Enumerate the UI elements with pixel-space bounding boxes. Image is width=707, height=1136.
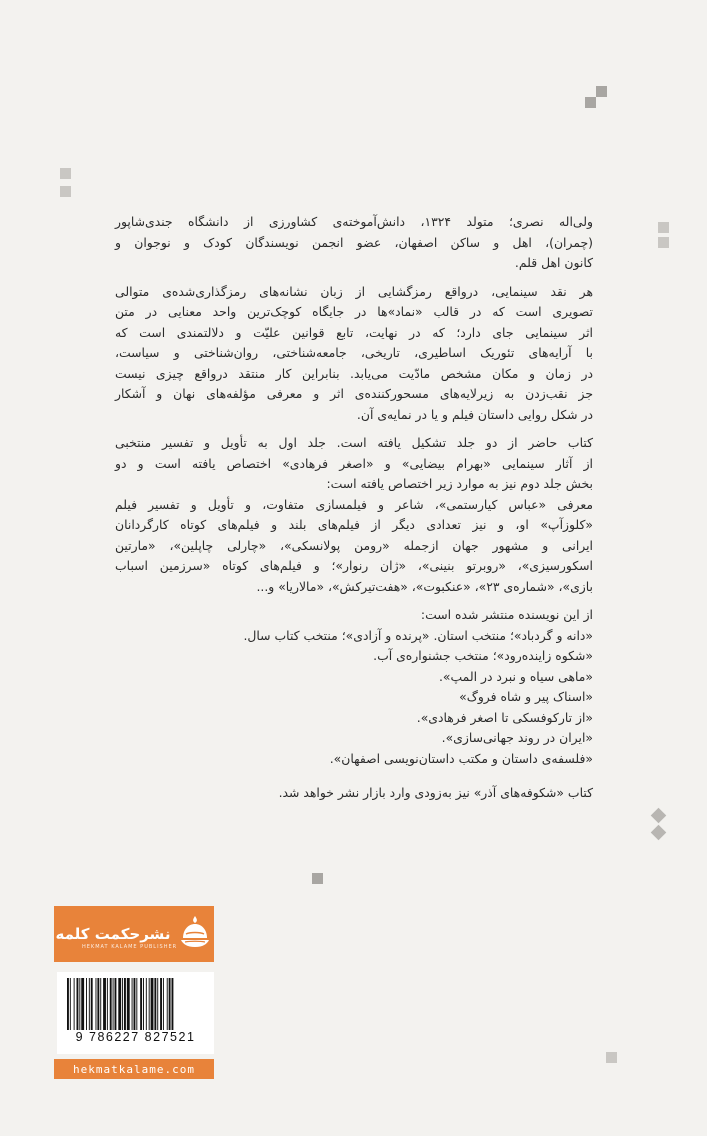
barcode-bar xyxy=(134,978,136,1030)
text-line: در شکل روایی داستان فیلم و یا در نمایه‌ی آن. xyxy=(356,406,593,422)
isbn-barcode xyxy=(57,972,214,1054)
decor-diamond xyxy=(651,825,667,841)
barcode-bar xyxy=(100,978,101,1030)
publisher-latin-name: HEKMAT KALAME PUBLISHER xyxy=(82,944,178,950)
barcode-bar xyxy=(113,978,114,1030)
barcode-bar xyxy=(151,978,154,1030)
decor-square xyxy=(596,86,607,97)
books-heading: از این نویسنده منتشر شده است: xyxy=(420,607,593,622)
text-line: «کلوزآپ» او، و نیز تعدادی دیگر از فیلم‌های بلند و فیلم‌های کوتاه کارگردانان xyxy=(115,517,593,532)
barcode-bar xyxy=(81,978,84,1030)
decor-square xyxy=(606,1052,617,1063)
barcode-bar xyxy=(140,978,142,1030)
barcode-bar xyxy=(97,978,99,1030)
barcode-bar xyxy=(163,978,164,1030)
barcode-bar xyxy=(124,978,126,1030)
text-line: تصویری است که در قالب «نماد»ها در جایگاه کوچک‌ترین واحد معنایی در متن xyxy=(115,304,593,319)
barcode-bar xyxy=(103,978,106,1030)
barcode-bar xyxy=(96,978,97,1030)
book-item: «اسناک پیر و شاه فروگ» xyxy=(459,689,593,704)
decor-square xyxy=(60,186,71,197)
text-line: معرفی «عباس کیارستمی»، شاعر و فیلمسازی متفاوت، و تأویل و تفسیر فیلم xyxy=(115,496,593,512)
barcode-bar xyxy=(143,978,144,1030)
text-line: در زمان و مکان مشخص مادّیت می‌یابد. بنابراین کار منتقد درواقع چیزی نیست xyxy=(115,365,593,381)
barcode-bar xyxy=(167,978,168,1030)
criticism-paragraph xyxy=(115,282,593,426)
decor-square xyxy=(312,873,323,884)
barcode-bar xyxy=(74,978,75,1030)
publisher-logo xyxy=(54,906,214,962)
text-line: کتاب «شکوفه‌های آذر» نیز به‌زودی وارد بازار نشر خواهد شد. xyxy=(278,785,593,800)
decor-square xyxy=(60,168,71,179)
barcode-bar xyxy=(79,978,80,1030)
text-line: از آثار سینمایی «بهرام بیضایی» و «اصغر فرهادی» اختصاص یافته است و دو xyxy=(115,455,593,471)
dome-icon xyxy=(178,914,212,954)
barcode-bar xyxy=(110,978,112,1030)
book-description xyxy=(115,433,593,597)
back-cover-text xyxy=(115,212,593,812)
barcode-bar xyxy=(160,978,162,1030)
text-line: جز نقب‌زدن به زیرلایه‌های مسحورکننده‌ی اثر و معرفی مؤلفه‌های نهان و آشکار xyxy=(115,386,593,401)
barcode-bar xyxy=(157,978,158,1030)
decor-diamond xyxy=(651,808,667,824)
text-line: ولی‌اله نصری؛ متولد ۱۳۲۴، دانش‌آموخته‌ی کشاورزی از دانشگاه جندی‌شاپور xyxy=(115,214,593,229)
text-line: با آرایه‌های تئوریک اساطیری، تاریخی، جامعه‌شناختی، روان‌شناختی و سیاست، xyxy=(115,345,593,360)
isbn-number: 9 786227 827521 xyxy=(75,1030,196,1044)
decor-square xyxy=(658,237,669,248)
barcode-bars xyxy=(65,978,206,1032)
text-line: بخش جلد دوم نیز به موارد زیر اختصاص یافته است: xyxy=(326,476,593,491)
book-item: «از تارکوفسکی تا اصغر فرهادی». xyxy=(416,709,593,725)
text-line: (چمران)، اهل و ساکن اصفهان، عضو انجمن نویسندگان کودک و نوجوان و xyxy=(115,234,593,250)
barcode-bar xyxy=(89,978,90,1030)
text-line: بازی»، «شماره‌ی ۲۳»، «عنکبوت»، «هفت‌تیرکش»، «مالاریا» و... xyxy=(256,578,593,594)
text-line: ایرانی و مشهور جهان ازجمله «رومن پولانسکی»، «چارلی چاپلین»، «مارتین xyxy=(115,537,593,553)
decor-square xyxy=(585,97,596,108)
barcode-bar xyxy=(115,978,117,1030)
book-item: «فلسفه‌ی داستان و مکتب داستان‌نویسی اصفهان». xyxy=(329,750,593,766)
barcode-bar xyxy=(127,978,130,1030)
publisher-name: نشرحکمت کلمه xyxy=(55,925,171,943)
barcode-bar xyxy=(132,978,133,1030)
text-line: کتاب حاضر از دو جلد تشکیل یافته است. جلد اول به تأویل و تفسیر منتخبی xyxy=(115,435,593,450)
barcode-bar xyxy=(107,978,108,1030)
author-bio xyxy=(115,212,593,274)
text-line: اسکورسیزی»، «روبرتو بنینی»، «ژان رنوار»؛ و فیلم‌های کوتاه «سرزمین اسباب xyxy=(115,558,593,573)
decor-square xyxy=(658,222,669,233)
barcode-bar xyxy=(91,978,93,1030)
book-item: «ایران در روند جهانی‌سازی». xyxy=(441,730,593,745)
barcode-bar xyxy=(169,978,171,1030)
forthcoming-note xyxy=(115,783,593,804)
barcode-bar xyxy=(146,978,147,1030)
book-item: «شکوه زاینده‌رود»؛ منتخب جشنواره‌ی آب. xyxy=(373,648,593,663)
text-line: کانون اهل قلم. xyxy=(514,255,593,270)
barcode-bar xyxy=(77,978,79,1030)
barcode-bar xyxy=(70,978,71,1030)
text-line: اثر سینمایی جای دارد؛ که در نهایت، تابع قوانین علیّت و دلالتمندی است که xyxy=(115,324,593,340)
barcode-bar xyxy=(172,978,174,1030)
barcode-bar xyxy=(67,978,69,1030)
book-item: «دانه و گردباد»؛ منتخب استان. «پرنده و آزادی»؛ منتخب کتاب سال. xyxy=(243,627,593,643)
barcode-bar xyxy=(118,978,121,1030)
publisher-website: hekmatkalame.com xyxy=(54,1059,214,1079)
barcode-bar xyxy=(149,978,150,1030)
text-line: هر نقد سینمایی، درواقع رمزگشایی از زبان نشانه‌های رمزگذاری‌شده‌ی متوالی xyxy=(115,283,593,299)
barcode-bar xyxy=(86,978,87,1030)
published-books-list xyxy=(115,605,593,769)
barcode-bar xyxy=(122,978,123,1030)
barcode-bar xyxy=(136,978,137,1030)
book-item: «ماهی سیاه و نبرد در المپ». xyxy=(438,668,593,684)
barcode-bar xyxy=(154,978,156,1030)
